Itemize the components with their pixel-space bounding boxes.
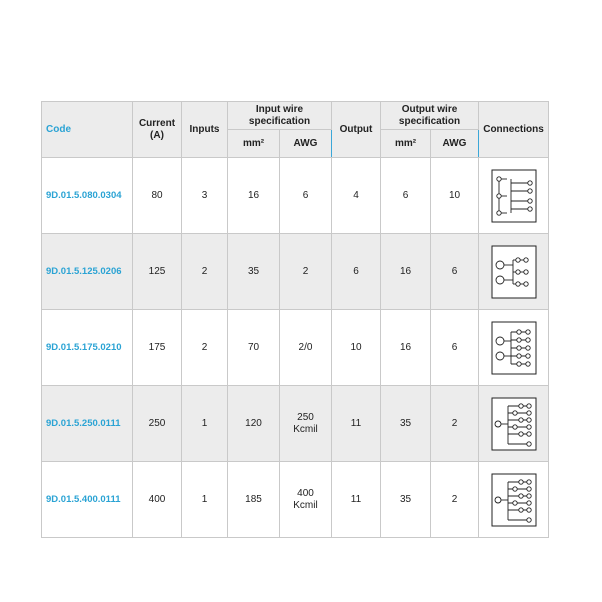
3-in-4-out-icon <box>491 169 537 223</box>
cell-code: 9D.01.5.175.0210 <box>42 310 133 386</box>
1-in-11-out-icon <box>491 397 537 451</box>
1-in-11-out-icon <box>491 473 537 527</box>
cell-input-awg: 2 <box>280 234 332 310</box>
header-inputs: Inputs <box>182 102 228 158</box>
header-output-awg: AWG <box>431 130 479 158</box>
header-code: Code <box>42 102 133 158</box>
table-row <box>42 158 549 234</box>
table-row <box>42 310 549 386</box>
table-body <box>42 158 549 538</box>
header-connections: Connections <box>479 102 549 158</box>
header-output-spec: Output wire specification <box>381 102 479 130</box>
cell-input-mm2: 70 <box>228 310 280 386</box>
cell-connections <box>479 158 549 234</box>
cell-output: 4 <box>332 158 381 234</box>
cell-output: 6 <box>332 234 381 310</box>
2-in-10-out-icon <box>491 321 537 375</box>
cell-output-awg: 10 <box>431 158 479 234</box>
cell-input-awg: 250 Kcmil <box>280 386 332 462</box>
cell-connections <box>479 310 549 386</box>
cell-connections <box>479 386 549 462</box>
2-in-6-out-icon <box>491 245 537 299</box>
header-input-awg: AWG <box>280 130 332 158</box>
cell-code: 9D.01.5.400.0111 <box>42 462 133 538</box>
cell-output-mm2: 35 <box>381 462 431 538</box>
cell-output-awg: 6 <box>431 234 479 310</box>
cell-code: 9D.01.5.250.0111 <box>42 386 133 462</box>
table-header <box>42 102 549 158</box>
cell-inputs: 1 <box>182 462 228 538</box>
cell-connections <box>479 462 549 538</box>
cell-output-awg: 2 <box>431 386 479 462</box>
cell-input-mm2: 16 <box>228 158 280 234</box>
cell-output: 11 <box>332 386 381 462</box>
cell-input-awg: 2/0 <box>280 310 332 386</box>
cell-current: 175 <box>133 310 182 386</box>
product-spec-table <box>41 101 549 538</box>
cell-input-awg: 6 <box>280 158 332 234</box>
table-row <box>42 462 549 538</box>
header-output-mm2: mm² <box>381 130 431 158</box>
cell-output-awg: 6 <box>431 310 479 386</box>
header-input-spec: Input wire specification <box>228 102 332 130</box>
cell-inputs: 2 <box>182 310 228 386</box>
cell-code: 9D.01.5.125.0206 <box>42 234 133 310</box>
cell-output-mm2: 35 <box>381 386 431 462</box>
cell-output-mm2: 16 <box>381 310 431 386</box>
header-output: Output <box>332 102 381 158</box>
cell-output-mm2: 16 <box>381 234 431 310</box>
cell-input-mm2: 120 <box>228 386 280 462</box>
cell-output: 10 <box>332 310 381 386</box>
cell-output: 11 <box>332 462 381 538</box>
cell-current: 400 <box>133 462 182 538</box>
cell-current: 80 <box>133 158 182 234</box>
cell-input-mm2: 185 <box>228 462 280 538</box>
cell-current: 250 <box>133 386 182 462</box>
cell-code: 9D.01.5.080.0304 <box>42 158 133 234</box>
header-input-mm2: mm² <box>228 130 280 158</box>
cell-inputs: 1 <box>182 386 228 462</box>
cell-input-awg: 400 Kcmil <box>280 462 332 538</box>
cell-current: 125 <box>133 234 182 310</box>
cell-output-awg: 2 <box>431 462 479 538</box>
cell-input-mm2: 35 <box>228 234 280 310</box>
cell-connections <box>479 234 549 310</box>
table-row <box>42 234 549 310</box>
table-row <box>42 386 549 462</box>
cell-output-mm2: 6 <box>381 158 431 234</box>
cell-inputs: 3 <box>182 158 228 234</box>
cell-inputs: 2 <box>182 234 228 310</box>
header-current: Current (A) <box>133 102 182 158</box>
